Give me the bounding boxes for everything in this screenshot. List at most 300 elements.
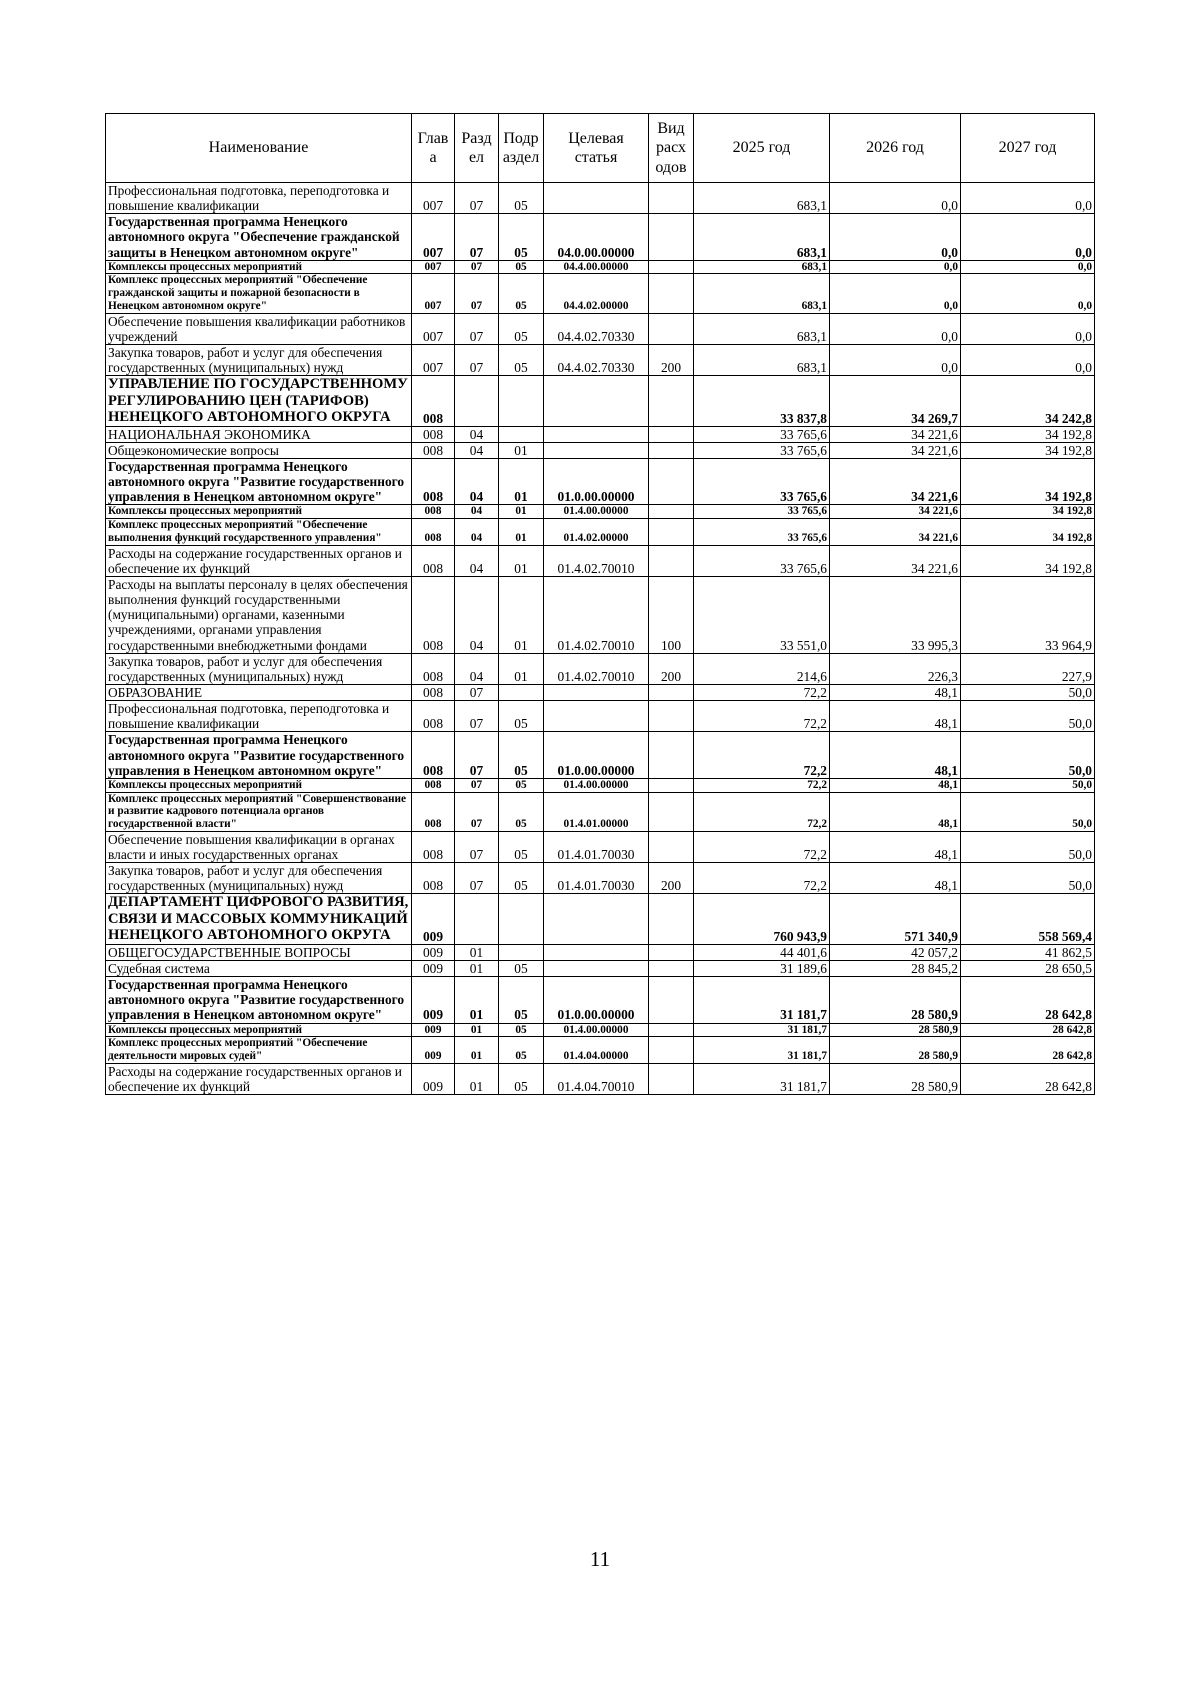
cell-glava: 008	[412, 792, 455, 831]
table-row	[106, 960, 1095, 976]
cell-2026: 571 340,9	[830, 894, 961, 944]
cell-2027: 0,0	[961, 214, 1095, 260]
budget-table	[105, 113, 1095, 1095]
cell-glava: 007	[412, 214, 455, 260]
cell-2026: 34 221,6	[830, 505, 961, 519]
table-row	[106, 831, 1095, 862]
cell-target-article: 01.4.01.00000	[544, 792, 649, 831]
cell-razdel: 07	[455, 732, 499, 778]
cell-target-article: 01.4.02.00000	[544, 519, 649, 546]
cell-razdel: 04	[455, 545, 499, 576]
cell-glava: 009	[412, 894, 455, 944]
cell-2026: 34 221,6	[830, 519, 961, 546]
cell-razdel: 01	[455, 944, 499, 960]
table-row	[106, 944, 1095, 960]
cell-podrazdel: 05	[499, 977, 544, 1023]
cell-glava: 008	[412, 442, 455, 458]
cell-2025: 33 765,6	[694, 426, 830, 442]
cell-2027: 28 642,8	[961, 977, 1095, 1023]
cell-name: Государственная программа Ненецкого автономного округа "Развитие государственного управления в Ненецком автономном округе"	[106, 732, 412, 778]
cell-2027: 0,0	[961, 344, 1095, 375]
cell-2025: 72,2	[694, 863, 830, 894]
cell-podrazdel: 01	[499, 442, 544, 458]
cell-target-article	[544, 183, 649, 214]
cell-expense-type	[649, 960, 694, 976]
cell-target-article	[544, 944, 649, 960]
cell-expense-type: 200	[649, 653, 694, 684]
table-row	[106, 313, 1095, 344]
cell-podrazdel: 05	[499, 1023, 544, 1037]
cell-name: Государственная программа Ненецкого автономного округа "Обеспечение гражданской защиты в Ненецком автономном округе"	[106, 214, 412, 260]
cell-podrazdel: 01	[499, 505, 544, 519]
cell-name: Судебная система	[106, 960, 412, 976]
cell-2027: 50,0	[961, 831, 1095, 862]
cell-2025: 31 189,6	[694, 960, 830, 976]
cell-name: Комплексы процессных мероприятий	[106, 505, 412, 519]
cell-2027: 34 192,8	[961, 459, 1095, 505]
cell-glava: 008	[412, 576, 455, 653]
cell-2026: 34 221,6	[830, 426, 961, 442]
cell-razdel: 04	[455, 459, 499, 505]
cell-2026: 0,0	[830, 344, 961, 375]
cell-target-article: 01.4.01.70030	[544, 831, 649, 862]
cell-target-article: 01.4.00.00000	[544, 505, 649, 519]
cell-glava: 008	[412, 519, 455, 546]
cell-glava: 008	[412, 545, 455, 576]
cell-target-article: 01.0.00.00000	[544, 459, 649, 505]
cell-2025: 214,6	[694, 653, 830, 684]
cell-name: Профессиональная подготовка, переподготовка и повышение квалификации	[106, 701, 412, 732]
cell-podrazdel	[499, 684, 544, 700]
cell-razdel: 01	[455, 1037, 499, 1064]
cell-2027: 34 242,8	[961, 376, 1095, 426]
table-row	[106, 792, 1095, 831]
cell-2025: 33 551,0	[694, 576, 830, 653]
cell-2026: 0,0	[830, 183, 961, 214]
cell-razdel: 07	[455, 313, 499, 344]
cell-2025: 33 765,6	[694, 442, 830, 458]
cell-glava: 009	[412, 1063, 455, 1094]
header-glava: Глав а	[412, 114, 455, 183]
cell-podrazdel: 05	[499, 778, 544, 792]
cell-razdel: 07	[455, 274, 499, 313]
cell-2026: 48,1	[830, 863, 961, 894]
cell-2026: 34 221,6	[830, 545, 961, 576]
cell-2027: 0,0	[961, 183, 1095, 214]
cell-target-article: 01.4.02.70010	[544, 545, 649, 576]
cell-name: Комплекс процессных мероприятий "Совершенствование и развитие кадрового потенциала органов государственной власти"	[106, 792, 412, 831]
cell-2026: 0,0	[830, 260, 961, 274]
cell-podrazdel: 05	[499, 1037, 544, 1064]
cell-razdel: 07	[455, 831, 499, 862]
cell-2025: 33 765,6	[694, 459, 830, 505]
cell-target-article	[544, 376, 649, 426]
cell-glava: 009	[412, 977, 455, 1023]
cell-2027: 34 192,8	[961, 426, 1095, 442]
cell-expense-type	[649, 260, 694, 274]
cell-2026: 34 269,7	[830, 376, 961, 426]
cell-target-article: 04.4.02.70330	[544, 313, 649, 344]
cell-name: УПРАВЛЕНИЕ ПО ГОСУДАРСТВЕННОМУ РЕГУЛИРОВАНИЮ ЦЕН (ТАРИФОВ) НЕНЕЦКОГО АВТОНОМНОГО ОКРУГА	[106, 376, 412, 426]
header-podrazdel: Подр аздел	[499, 114, 544, 183]
header-year-2026: 2026 год	[830, 114, 961, 183]
cell-2027: 558 569,4	[961, 894, 1095, 944]
cell-2026: 48,1	[830, 831, 961, 862]
cell-expense-type	[649, 701, 694, 732]
table-row	[106, 214, 1095, 260]
cell-glava: 008	[412, 376, 455, 426]
cell-2026: 28 580,9	[830, 1037, 961, 1064]
table-row	[106, 426, 1095, 442]
cell-podrazdel: 05	[499, 260, 544, 274]
cell-2026: 48,1	[830, 778, 961, 792]
table-row	[106, 459, 1095, 505]
cell-glava: 007	[412, 313, 455, 344]
cell-razdel	[455, 894, 499, 944]
cell-target-article	[544, 701, 649, 732]
cell-2025: 72,2	[694, 831, 830, 862]
header-razdel: Разд ел	[455, 114, 499, 183]
cell-expense-type	[649, 1023, 694, 1037]
cell-expense-type	[649, 459, 694, 505]
cell-glava: 009	[412, 1037, 455, 1064]
cell-target-article: 01.4.00.00000	[544, 1023, 649, 1037]
cell-glava: 008	[412, 701, 455, 732]
table-row	[106, 376, 1095, 426]
table-row	[106, 863, 1095, 894]
cell-expense-type	[649, 426, 694, 442]
cell-2025: 760 943,9	[694, 894, 830, 944]
cell-razdel: 04	[455, 505, 499, 519]
cell-name: Государственная программа Ненецкого автономного округа "Развитие государственного управления в Ненецком автономном округе"	[106, 459, 412, 505]
cell-podrazdel: 05	[499, 274, 544, 313]
cell-2026: 33 995,3	[830, 576, 961, 653]
cell-2027: 28 642,8	[961, 1063, 1095, 1094]
table-row	[106, 1037, 1095, 1064]
cell-expense-type	[649, 1037, 694, 1064]
cell-name: Комплексы процессных мероприятий	[106, 1023, 412, 1037]
cell-glava: 008	[412, 778, 455, 792]
cell-glava: 009	[412, 1023, 455, 1037]
header-expense-type: Вид расх одов	[649, 114, 694, 183]
cell-2027: 50,0	[961, 792, 1095, 831]
cell-2026: 0,0	[830, 214, 961, 260]
cell-name: Закупка товаров, работ и услуг для обеспечения государственных (муниципальных) нужд	[106, 863, 412, 894]
cell-target-article	[544, 442, 649, 458]
cell-2025: 683,1	[694, 260, 830, 274]
cell-podrazdel: 05	[499, 344, 544, 375]
cell-podrazdel: 01	[499, 576, 544, 653]
cell-expense-type	[649, 313, 694, 344]
cell-expense-type	[649, 505, 694, 519]
cell-glava: 008	[412, 505, 455, 519]
table-row	[106, 519, 1095, 546]
cell-podrazdel: 05	[499, 960, 544, 976]
cell-2025: 31 181,7	[694, 1063, 830, 1094]
cell-name: Расходы на содержание государственных органов и обеспечение их функций	[106, 545, 412, 576]
cell-podrazdel: 01	[499, 519, 544, 546]
table-header	[106, 114, 1095, 183]
cell-razdel: 07	[455, 778, 499, 792]
cell-name: НАЦИОНАЛЬНАЯ ЭКОНОМИКА	[106, 426, 412, 442]
cell-podrazdel: 05	[499, 792, 544, 831]
cell-name: Комплекс процессных мероприятий "Обеспечение деятельности мировых судей"	[106, 1037, 412, 1064]
cell-razdel: 01	[455, 960, 499, 976]
cell-2026: 48,1	[830, 792, 961, 831]
cell-razdel	[455, 376, 499, 426]
table-row	[106, 545, 1095, 576]
cell-2025: 72,2	[694, 701, 830, 732]
cell-podrazdel: 05	[499, 214, 544, 260]
cell-glava: 008	[412, 459, 455, 505]
cell-2027: 28 650,5	[961, 960, 1095, 976]
cell-2025: 683,1	[694, 313, 830, 344]
cell-razdel: 04	[455, 442, 499, 458]
cell-2027: 0,0	[961, 274, 1095, 313]
cell-expense-type	[649, 442, 694, 458]
cell-2026: 28 845,2	[830, 960, 961, 976]
table-row	[106, 274, 1095, 313]
cell-razdel: 04	[455, 519, 499, 546]
cell-target-article	[544, 960, 649, 976]
cell-razdel: 07	[455, 701, 499, 732]
cell-expense-type: 100	[649, 576, 694, 653]
cell-podrazdel: 05	[499, 732, 544, 778]
cell-name: ОБЩЕГОСУДАРСТВЕННЫЕ ВОПРОСЫ	[106, 944, 412, 960]
cell-podrazdel	[499, 376, 544, 426]
cell-target-article: 04.4.02.00000	[544, 274, 649, 313]
cell-target-article: 01.0.00.00000	[544, 977, 649, 1023]
cell-podrazdel	[499, 426, 544, 442]
cell-podrazdel: 05	[499, 183, 544, 214]
cell-name: Комплекс процессных мероприятий "Обеспечение гражданской защиты и пожарной безопасности в Ненецком автономном округе"	[106, 274, 412, 313]
cell-target-article: 01.4.01.70030	[544, 863, 649, 894]
cell-glava: 009	[412, 960, 455, 976]
cell-2027: 50,0	[961, 778, 1095, 792]
table-body	[106, 183, 1095, 1095]
cell-2027: 50,0	[961, 701, 1095, 732]
cell-glava: 007	[412, 274, 455, 313]
cell-razdel: 04	[455, 576, 499, 653]
cell-2027: 227,9	[961, 653, 1095, 684]
cell-podrazdel	[499, 894, 544, 944]
cell-2025: 31 181,7	[694, 977, 830, 1023]
cell-podrazdel: 05	[499, 831, 544, 862]
cell-2026: 48,1	[830, 701, 961, 732]
cell-name: Комплекс процессных мероприятий "Обеспечение выполнения функций государственного управления"	[106, 519, 412, 546]
cell-expense-type	[649, 545, 694, 576]
cell-2025: 72,2	[694, 778, 830, 792]
cell-expense-type	[649, 977, 694, 1023]
cell-2027: 41 862,5	[961, 944, 1095, 960]
cell-2025: 44 401,6	[694, 944, 830, 960]
cell-glava: 008	[412, 831, 455, 862]
cell-razdel: 04	[455, 653, 499, 684]
cell-glava: 007	[412, 183, 455, 214]
cell-expense-type	[649, 183, 694, 214]
cell-2025: 72,2	[694, 792, 830, 831]
cell-2027: 50,0	[961, 684, 1095, 700]
cell-2025: 683,1	[694, 214, 830, 260]
cell-target-article: 01.4.02.70010	[544, 653, 649, 684]
cell-razdel: 01	[455, 1023, 499, 1037]
cell-2025: 683,1	[694, 274, 830, 313]
cell-expense-type	[649, 274, 694, 313]
cell-expense-type	[649, 792, 694, 831]
cell-expense-type	[649, 1063, 694, 1094]
cell-name: Государственная программа Ненецкого автономного округа "Развитие государственного управления в Ненецком автономном округе"	[106, 977, 412, 1023]
cell-2025: 72,2	[694, 732, 830, 778]
cell-glava: 007	[412, 260, 455, 274]
cell-2026: 226,3	[830, 653, 961, 684]
cell-2026: 34 221,6	[830, 442, 961, 458]
header-name: Наименование	[106, 114, 412, 183]
cell-razdel: 04	[455, 426, 499, 442]
cell-target-article: 01.4.00.00000	[544, 778, 649, 792]
cell-razdel: 07	[455, 792, 499, 831]
cell-target-article: 01.0.00.00000	[544, 732, 649, 778]
cell-2027: 50,0	[961, 732, 1095, 778]
cell-2025: 33 765,6	[694, 545, 830, 576]
cell-podrazdel: 05	[499, 863, 544, 894]
cell-2025: 31 181,7	[694, 1037, 830, 1064]
cell-2025: 33 837,8	[694, 376, 830, 426]
cell-razdel: 07	[455, 684, 499, 700]
table-row	[106, 576, 1095, 653]
cell-expense-type	[649, 944, 694, 960]
cell-razdel: 07	[455, 344, 499, 375]
cell-2027: 0,0	[961, 260, 1095, 274]
table-row	[106, 701, 1095, 732]
cell-expense-type	[649, 831, 694, 862]
cell-target-article	[544, 894, 649, 944]
cell-expense-type: 200	[649, 344, 694, 375]
cell-name: Комплексы процессных мероприятий	[106, 778, 412, 792]
cell-2027: 50,0	[961, 863, 1095, 894]
cell-2027: 34 192,8	[961, 442, 1095, 458]
cell-glava: 008	[412, 684, 455, 700]
cell-2027: 34 192,8	[961, 519, 1095, 546]
page-number: 11	[589, 1547, 611, 1571]
table-row	[106, 894, 1095, 944]
cell-name: Обеспечение повышения квалификации в органах власти и иных государственных органах	[106, 831, 412, 862]
cell-razdel: 01	[455, 1063, 499, 1094]
table-row	[106, 1063, 1095, 1094]
cell-name: Расходы на выплаты персоналу в целях обеспечения выполнения функций государственными (муниципальными) органами, казенными учреждениями, органами управления государственными внебюджетными фондами	[106, 576, 412, 653]
cell-2026: 28 580,9	[830, 1023, 961, 1037]
cell-2026: 42 057,2	[830, 944, 961, 960]
header-year-2025: 2025 год	[694, 114, 830, 183]
cell-2025: 33 765,6	[694, 519, 830, 546]
cell-2027: 34 192,8	[961, 505, 1095, 519]
cell-glava: 008	[412, 653, 455, 684]
cell-expense-type	[649, 214, 694, 260]
cell-podrazdel	[499, 944, 544, 960]
cell-name: Закупка товаров, работ и услуг для обеспечения государственных (муниципальных) нужд	[106, 653, 412, 684]
table-row	[106, 344, 1095, 375]
cell-target-article: 04.0.00.00000	[544, 214, 649, 260]
cell-2026: 48,1	[830, 684, 961, 700]
cell-2026: 28 580,9	[830, 977, 961, 1023]
cell-2025: 31 181,7	[694, 1023, 830, 1037]
cell-2026: 28 580,9	[830, 1063, 961, 1094]
cell-2026: 0,0	[830, 313, 961, 344]
header-year-2027: 2027 год	[961, 114, 1095, 183]
cell-podrazdel: 05	[499, 701, 544, 732]
cell-2026: 48,1	[830, 732, 961, 778]
cell-glava: 008	[412, 426, 455, 442]
cell-expense-type: 200	[649, 863, 694, 894]
cell-razdel: 07	[455, 183, 499, 214]
cell-2027: 28 642,8	[961, 1037, 1095, 1064]
cell-target-article	[544, 684, 649, 700]
cell-razdel: 07	[455, 260, 499, 274]
table-row	[106, 778, 1095, 792]
cell-podrazdel: 05	[499, 1063, 544, 1094]
cell-2027: 34 192,8	[961, 545, 1095, 576]
table-row	[106, 505, 1095, 519]
table-row	[106, 684, 1095, 700]
cell-glava: 008	[412, 863, 455, 894]
cell-expense-type	[649, 894, 694, 944]
cell-target-article: 04.4.02.70330	[544, 344, 649, 375]
cell-name: Общеэкономические вопросы	[106, 442, 412, 458]
cell-target-article: 01.4.02.70010	[544, 576, 649, 653]
cell-name: ДЕПАРТАМЕНТ ЦИФРОВОГО РАЗВИТИЯ, СВЯЗИ И МАССОВЫХ КОММУНИКАЦИЙ НЕНЕЦКОГО АВТОНОМНОГО ОКРУГА	[106, 894, 412, 944]
cell-2027: 28 642,8	[961, 1023, 1095, 1037]
cell-2025: 72,2	[694, 684, 830, 700]
cell-2025: 683,1	[694, 183, 830, 214]
cell-2027: 33 964,9	[961, 576, 1095, 653]
cell-target-article: 01.4.04.00000	[544, 1037, 649, 1064]
cell-glava: 007	[412, 344, 455, 375]
table-row	[106, 653, 1095, 684]
cell-glava: 009	[412, 944, 455, 960]
cell-target-article	[544, 426, 649, 442]
cell-name: Обеспечение повышения квалификации работников учреждений	[106, 313, 412, 344]
table-row	[106, 1023, 1095, 1037]
cell-expense-type	[649, 778, 694, 792]
cell-target-article: 01.4.04.70010	[544, 1063, 649, 1094]
cell-2025: 33 765,6	[694, 505, 830, 519]
cell-target-article: 04.4.00.00000	[544, 260, 649, 274]
cell-name: Закупка товаров, работ и услуг для обеспечения государственных (муниципальных) нужд	[106, 344, 412, 375]
cell-razdel: 07	[455, 214, 499, 260]
cell-expense-type	[649, 376, 694, 426]
cell-2026: 34 221,6	[830, 459, 961, 505]
cell-podrazdel: 05	[499, 313, 544, 344]
table-row	[106, 260, 1095, 274]
cell-podrazdel: 01	[499, 459, 544, 505]
cell-name: Профессиональная подготовка, переподготовка и повышение квалификации	[106, 183, 412, 214]
cell-expense-type	[649, 519, 694, 546]
cell-2027: 0,0	[961, 313, 1095, 344]
table-row	[106, 977, 1095, 1023]
cell-2025: 683,1	[694, 344, 830, 375]
cell-podrazdel: 01	[499, 545, 544, 576]
table-row	[106, 183, 1095, 214]
cell-expense-type	[649, 732, 694, 778]
cell-podrazdel: 01	[499, 653, 544, 684]
cell-2026: 0,0	[830, 274, 961, 313]
cell-name: Комплексы процессных мероприятий	[106, 260, 412, 274]
table-row	[106, 732, 1095, 778]
cell-name: Расходы на содержание государственных органов и обеспечение их функций	[106, 1063, 412, 1094]
cell-razdel: 07	[455, 863, 499, 894]
cell-razdel: 01	[455, 977, 499, 1023]
cell-expense-type	[649, 684, 694, 700]
cell-glava: 008	[412, 732, 455, 778]
